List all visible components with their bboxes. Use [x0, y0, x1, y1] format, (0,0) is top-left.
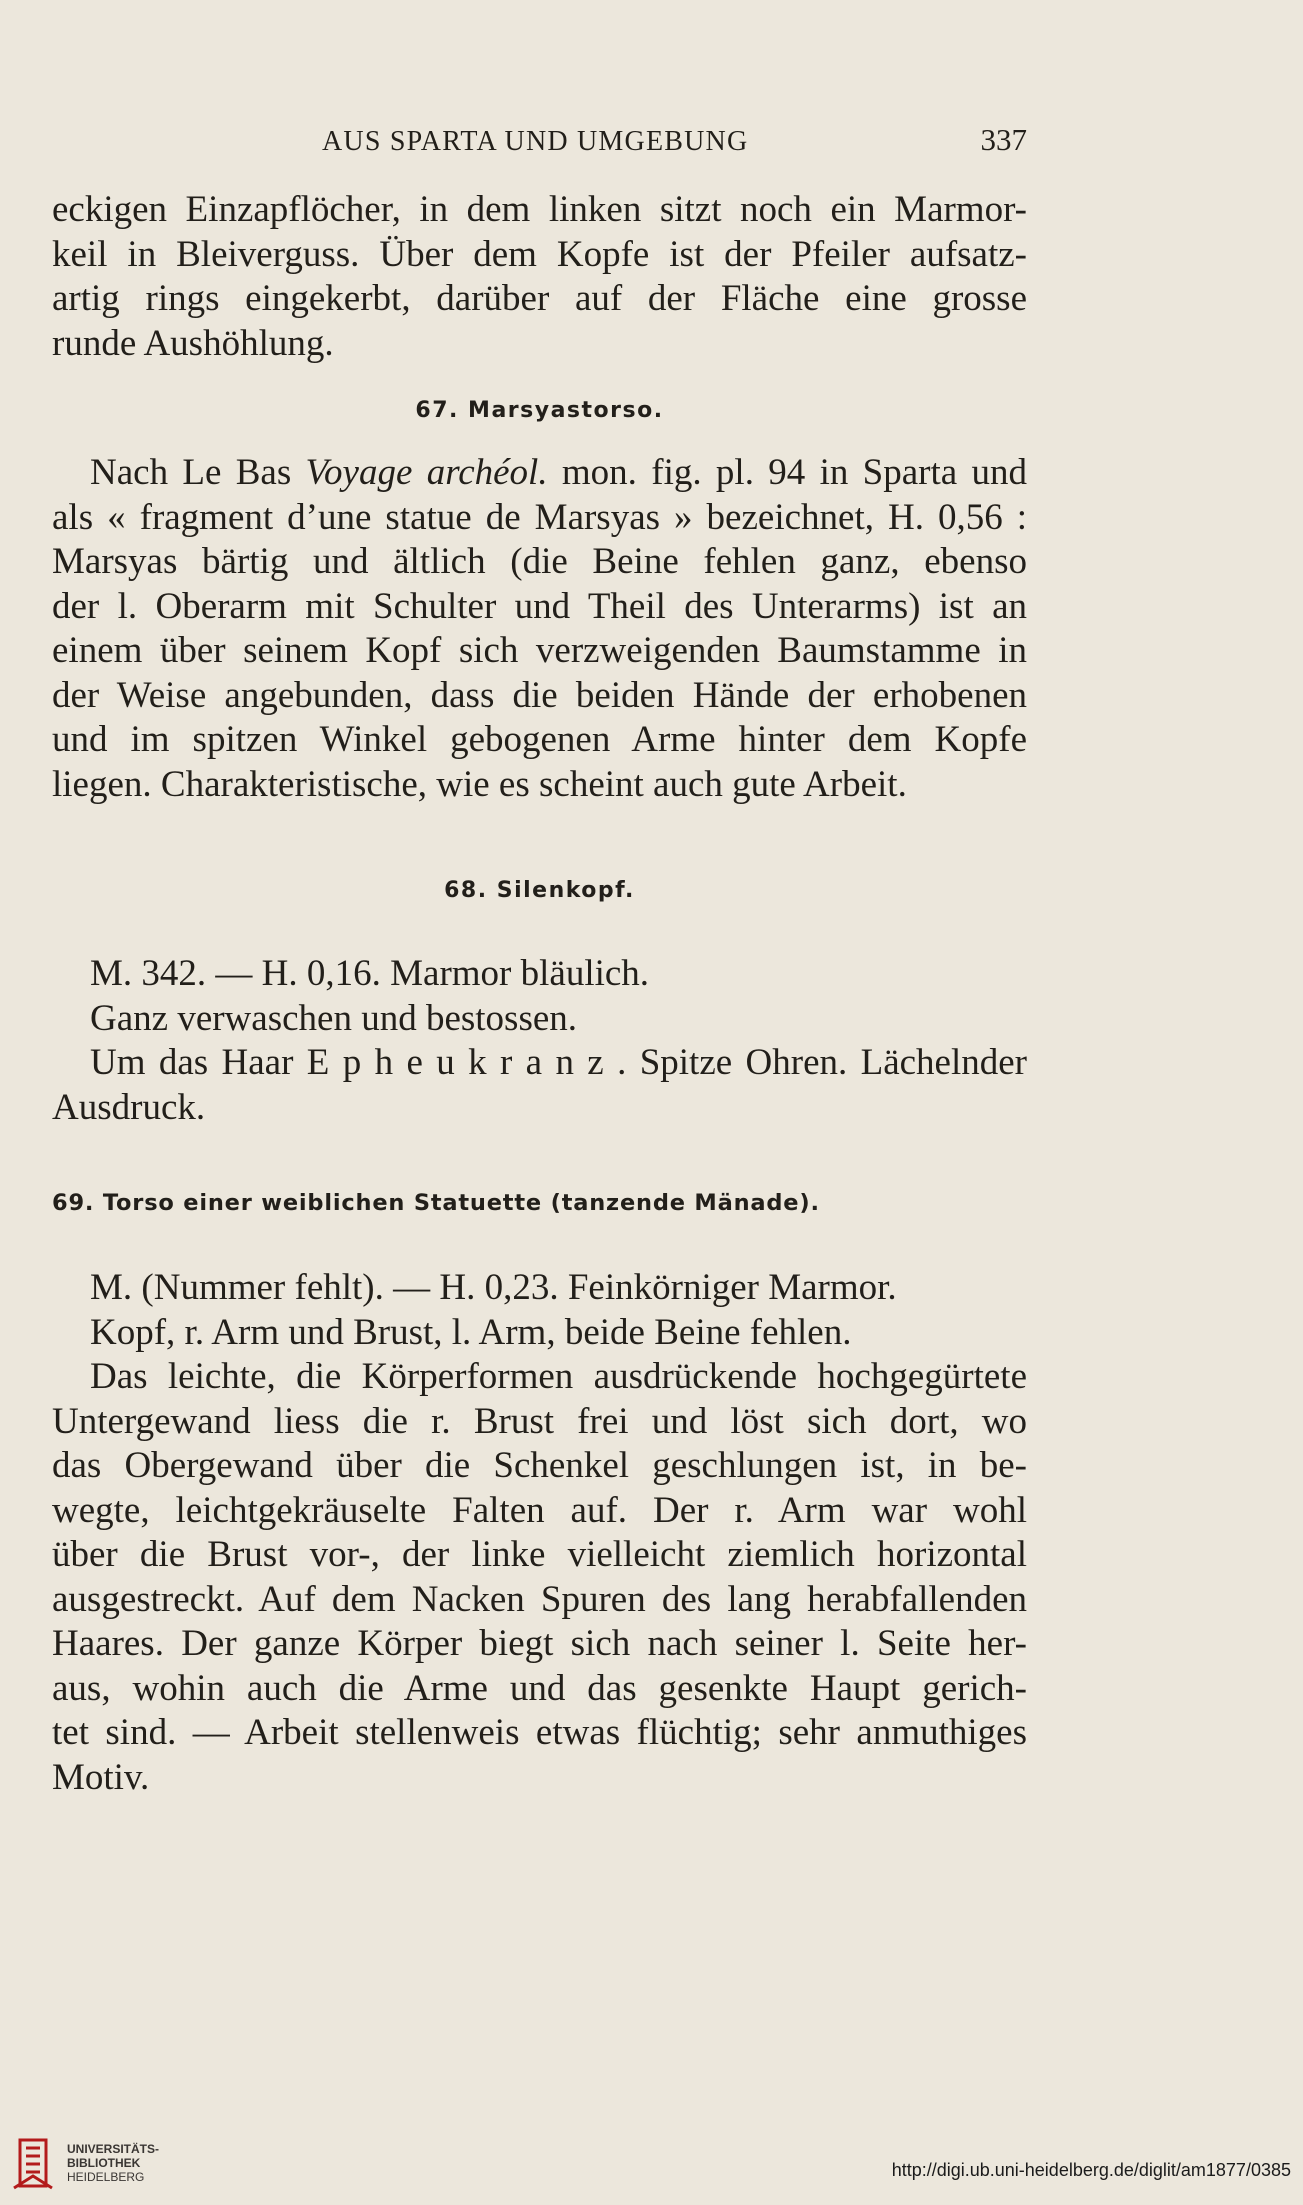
text-line: einem über seinem Kopf sich verzweigenden Baumstamme in: [52, 630, 1027, 671]
text-line: Nach Le Bas Voyage archéol. mon. fig. pl. 94 in Sparta und: [90, 452, 1027, 493]
text-line: der l. Oberarm mit Schulter und Theil des Unterarms) ist an: [52, 585, 1027, 627]
page-number: 337: [980, 122, 1027, 157]
text-line: liegen. Charakteristische, wie es scheint auch gute Arbeit.: [52, 763, 907, 805]
text-line: Marsyas bärtig und ältlich (die Beine fehlen ganz, ebenso: [52, 541, 1027, 582]
text-line: M. 342. — H. 0,16. Marmor bläulich.: [90, 953, 650, 994]
running-head-title: AUS SPARTA UND UMGEBUNG: [322, 126, 749, 157]
text-line: Haares. Der ganze Körper biegt sich nach seiner l. Seite her-: [52, 1623, 1027, 1664]
text-line: runde Aushöhlung.: [52, 322, 334, 364]
section-heading-69: 69. Torso einer weiblichen Statuette (tanzende Mänade).: [52, 1190, 820, 1216]
text-line: Um das Haar E p h e u k r a n z . Spitze Ohren. Lächelnder: [90, 1042, 1027, 1083]
text-line: und im spitzen Winkel gebogenen Arme hinter dem Kopfe: [52, 719, 1027, 760]
text-line: als « fragment d’une statue de Marsyas » bezeichnet, H. 0,56 :: [52, 496, 1027, 538]
source-url-link[interactable]: http://digi.ub.uni-heidelberg.de/diglit/am1877/0385: [891, 2160, 1291, 2180]
section-heading-68: 68. Silenkopf.: [444, 878, 635, 903]
text-line: eckigen Einzapflöcher, in dem linken sitzt noch ein Marmor-: [52, 189, 1027, 230]
text-line: Kopf, r. Arm und Brust, l. Arm, beide Beine fehlen.: [90, 1311, 852, 1353]
text-line: aus, wohin auch die Arme und das gesenkte Haupt gerich-: [52, 1667, 1027, 1709]
paragraph-68: [52, 952, 1027, 1130]
library-logo: [12, 2136, 162, 2194]
text-line: wegte, leichtgekräuselte Falten auf. Der r. Arm war wohl: [52, 1489, 1027, 1531]
text-line: Motiv.: [52, 1756, 150, 1798]
text-line: Ausdruck.: [52, 1086, 206, 1128]
section-heading-67: 67. Marsyastorso.: [415, 398, 664, 423]
text-line: tet sind. — Arbeit stellenweis etwas flüchtig; sehr anmuthiges: [52, 1712, 1027, 1753]
running-head: [52, 122, 1027, 166]
text-line: das Obergewand über die Schenkel geschlungen ist, in be-: [52, 1445, 1027, 1486]
text-line: Untergewand liess die r. Brust frei und löst sich dort, wo: [52, 1400, 1027, 1442]
text-line: Ganz verwaschen und bestossen.: [90, 997, 578, 1039]
paragraph-69: [52, 1266, 1027, 1800]
text-line: artig rings eingekerbt, darüber auf der Fläche eine grosse: [52, 278, 1027, 319]
paragraph-continuation: [52, 188, 1027, 366]
text-line: über die Brust vor-, der linke vielleicht ziemlich horizontal: [52, 1534, 1027, 1575]
logo-line: UNIVERSITÄTS-: [67, 2142, 160, 2156]
paragraph-67: [52, 451, 1027, 807]
text-line: Das leichte, die Körperformen ausdrückende hochgegürtete: [90, 1356, 1027, 1397]
logo-text: [67, 2142, 159, 2184]
text-line: der Weise angebunden, dass die beiden Hände der erhobenen: [52, 674, 1027, 716]
text-line: M. (Nummer fehlt). — H. 0,23. Feinkörniger Marmor.: [90, 1267, 897, 1308]
logo-line: BIBLIOTHEK: [67, 2156, 141, 2170]
logo-line: HEIDELBERG: [67, 2170, 145, 2184]
italic-title: Voyage archéol.: [305, 452, 548, 493]
library-emblem-icon: [12, 2136, 54, 2190]
text-line: keil in Bleiverguss. Über dem Kopfe ist der Pfeiler aufsatz-: [52, 233, 1027, 275]
text-line: ausgestreckt. Auf dem Nacken Spuren des lang herabfallenden: [52, 1578, 1027, 1620]
